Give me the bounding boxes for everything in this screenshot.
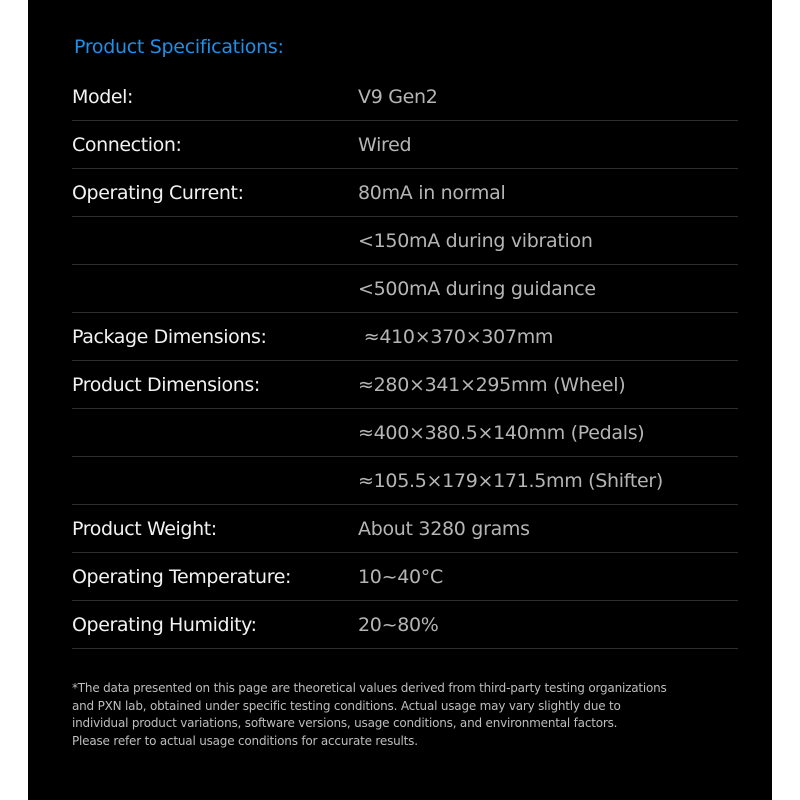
spec-value: 10~40°C <box>358 566 443 588</box>
spec-panel <box>28 0 772 800</box>
spec-row-dimensions-pedals <box>72 409 738 457</box>
spec-label: Connection: <box>72 134 182 156</box>
spec-row-model <box>72 73 738 121</box>
spec-row-current-vibration <box>72 217 738 265</box>
spec-value: ≈410×370×307mm <box>358 326 554 348</box>
spec-value: 80mA in normal <box>358 182 506 204</box>
spec-row-connection <box>72 121 738 169</box>
disclaimer-note <box>72 680 732 750</box>
spec-label: Operating Humidity: <box>72 614 257 636</box>
disclaimer-line: *The data presented on this page are theoretical values derived from third-party testing organizations <box>72 681 667 695</box>
disclaimer-line: and PXN lab, obtained under specific testing conditions. Actual usage may vary slightly due to <box>72 698 621 713</box>
spec-row-current-guidance <box>72 265 738 313</box>
disclaimer-line: individual product variations, software versions, usage conditions, and environmental factors. <box>72 716 618 730</box>
spec-title: Product Specifications: <box>74 36 284 58</box>
spec-row-dimensions-shifter <box>72 457 738 505</box>
spec-value: V9 Gen2 <box>358 86 438 108</box>
spec-label: Operating Temperature: <box>72 566 291 588</box>
spec-row-package-dimensions <box>72 313 738 361</box>
spec-row-operating-temperature <box>72 553 738 601</box>
spec-label: Product Weight: <box>72 518 217 540</box>
spec-value: ≈105.5×179×171.5mm (Shifter) <box>358 470 663 492</box>
spec-value: ≈280×341×295mm (Wheel) <box>358 374 626 396</box>
spec-label: Model: <box>72 86 134 108</box>
spec-label: Package Dimensions: <box>72 326 267 348</box>
spec-value: About 3280 grams <box>358 518 530 540</box>
spec-row-product-weight <box>72 505 738 553</box>
spec-value: ≈400×380.5×140mm (Pedals) <box>358 422 645 444</box>
spec-value: <150mA during vibration <box>358 230 593 252</box>
spec-row-product-dimensions <box>72 361 738 409</box>
spec-row-operating-humidity <box>72 601 738 649</box>
spec-label: Product Dimensions: <box>72 374 260 396</box>
spec-value: Wired <box>358 134 412 156</box>
disclaimer-line: Please refer to actual usage conditions for accurate results. <box>72 733 418 748</box>
spec-value: 20~80% <box>358 614 439 636</box>
spec-label: Operating Current: <box>72 182 244 204</box>
spec-value: <500mA during guidance <box>358 278 596 300</box>
spec-table <box>72 73 738 649</box>
spec-row-operating-current <box>72 169 738 217</box>
